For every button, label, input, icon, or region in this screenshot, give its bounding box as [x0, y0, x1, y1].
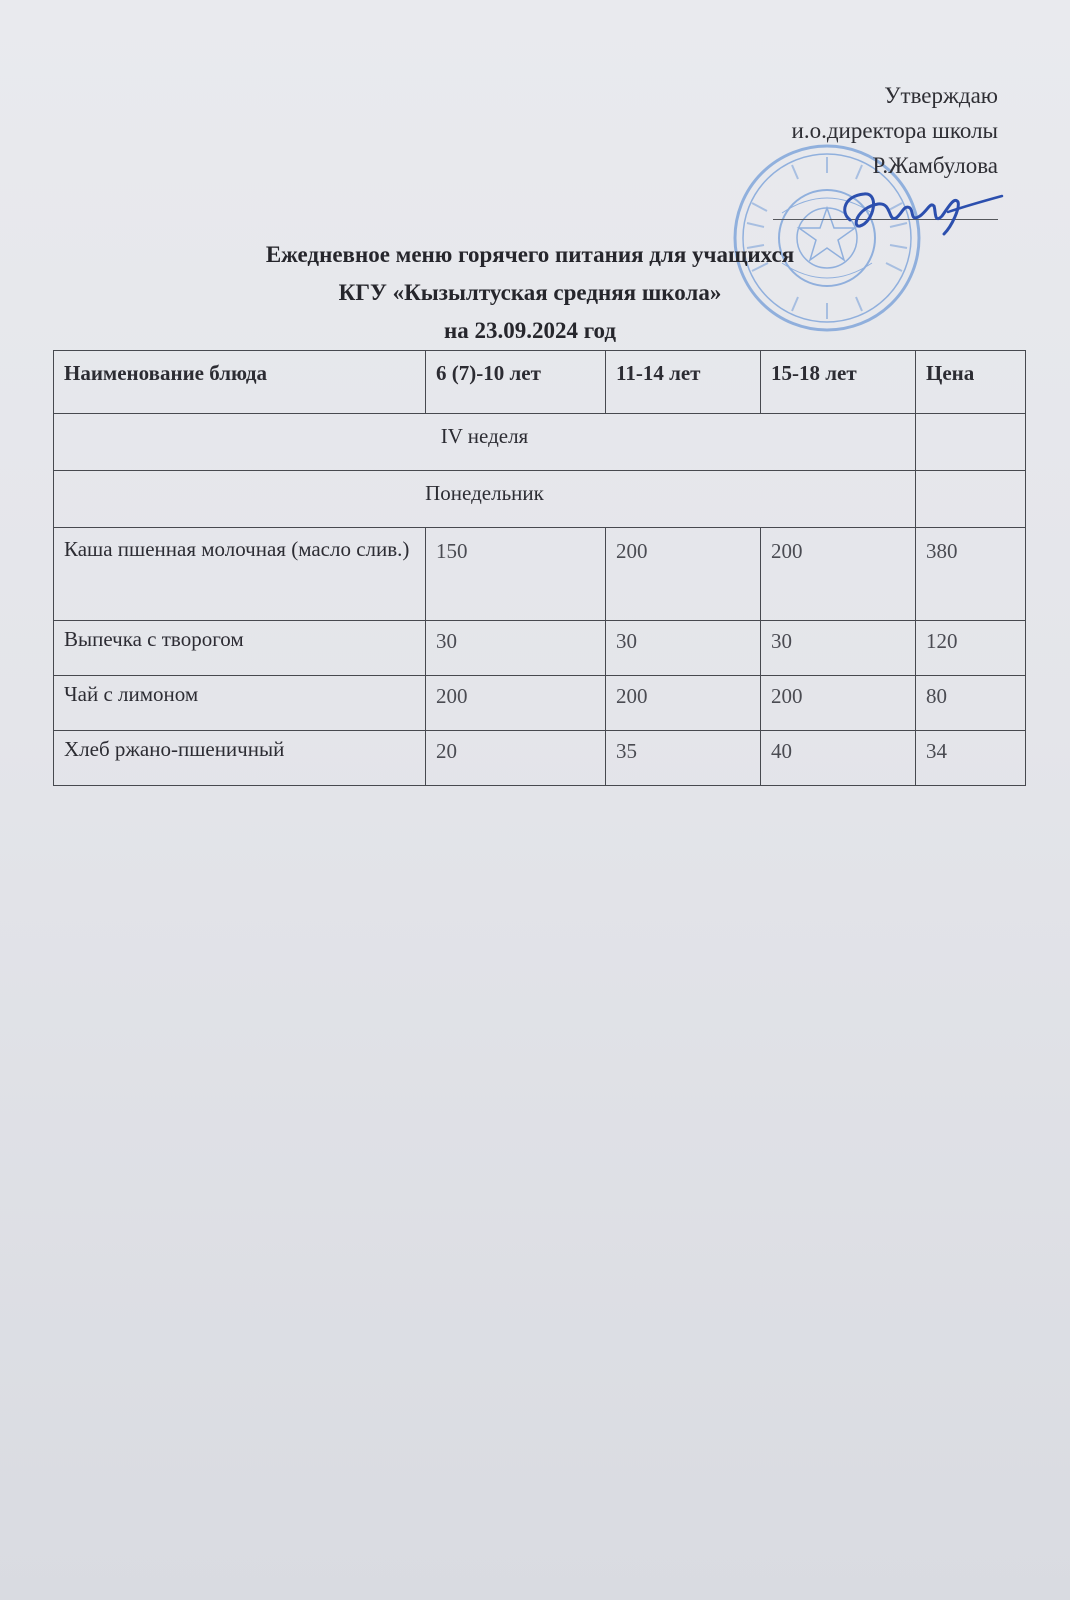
portion-age-6-10: 30 — [426, 621, 606, 676]
week-label: IV неделя — [54, 414, 916, 471]
title-line-1: Ежедневное меню горячего питания для учащихся — [265, 242, 795, 267]
header-age-11-14: 11-14 лет — [606, 351, 761, 414]
day-price-empty — [916, 471, 1026, 528]
week-price-empty — [916, 414, 1026, 471]
dish-price: 380 — [916, 528, 1026, 621]
week-row — [54, 414, 1026, 471]
dish-name: Хлеб ржано-пшеничный — [54, 731, 426, 786]
header-price: Цена — [916, 351, 1026, 414]
portion-age-6-10: 20 — [426, 731, 606, 786]
approval-word: Утверждаю — [884, 83, 998, 108]
signature-icon — [830, 182, 1005, 242]
table-row — [54, 621, 1026, 676]
portion-age-15-18: 200 — [761, 528, 916, 621]
portion-age-11-14: 30 — [606, 621, 761, 676]
dish-price: 120 — [916, 621, 1026, 676]
dish-name: Чай с лимоном — [54, 676, 426, 731]
header-dish-name: Наименование блюда — [54, 351, 426, 414]
approval-position: и.о.директора школы — [791, 118, 998, 143]
portion-age-6-10: 150 — [426, 528, 606, 621]
portion-age-15-18: 200 — [761, 676, 916, 731]
document-title — [80, 236, 980, 350]
day-row — [54, 471, 1026, 528]
table-row — [54, 731, 1026, 786]
table-row — [54, 676, 1026, 731]
title-line-2: КГУ «Кызылтуская средняя школа» — [338, 280, 722, 305]
portion-age-11-14: 35 — [606, 731, 761, 786]
portion-age-6-10: 200 — [426, 676, 606, 731]
header-age-15-18: 15-18 лет — [761, 351, 916, 414]
approval-name: Р.Жамбулова — [872, 153, 998, 178]
header-age-6-10: 6 (7)-10 лет — [426, 351, 606, 414]
approval-block — [792, 78, 998, 183]
day-label: Понедельник — [54, 471, 916, 528]
portion-age-11-14: 200 — [606, 528, 761, 621]
portion-age-11-14: 200 — [606, 676, 761, 731]
dish-price: 34 — [916, 731, 1026, 786]
table-header-row — [54, 351, 1026, 414]
dish-price: 80 — [916, 676, 1026, 731]
title-line-3: на 23.09.2024 год — [443, 318, 617, 343]
table-row — [54, 528, 1026, 621]
menu-table — [53, 350, 1026, 786]
portion-age-15-18: 30 — [761, 621, 916, 676]
dish-name: Каша пшенная молочная (масло слив.) — [54, 528, 426, 621]
dish-name: Выпечка с творогом — [54, 621, 426, 676]
portion-age-15-18: 40 — [761, 731, 916, 786]
